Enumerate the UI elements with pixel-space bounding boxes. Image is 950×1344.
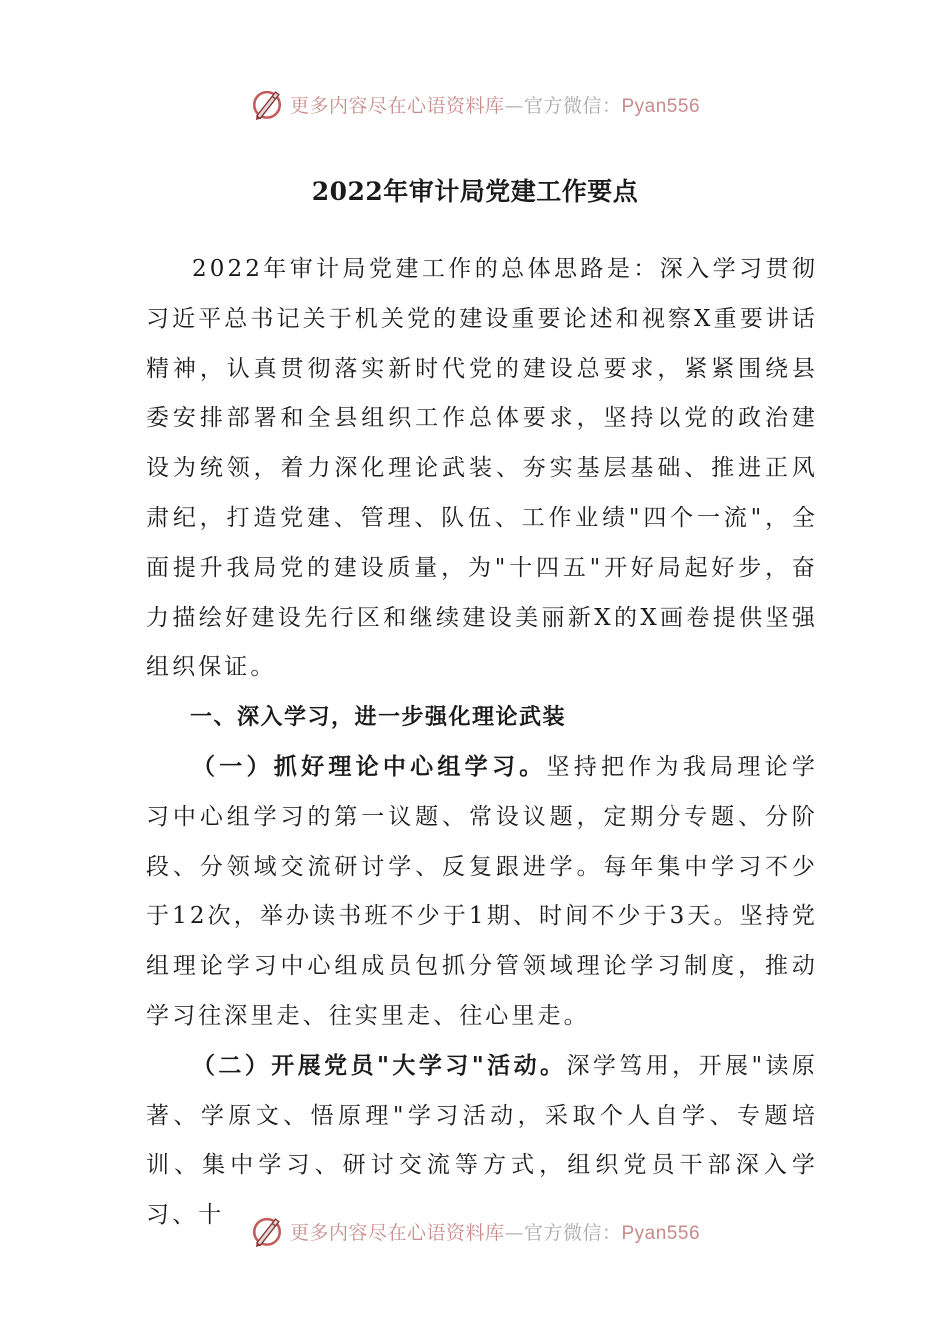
pen-circle-logo-icon (250, 87, 284, 121)
watermark-sub: 官方微信： (523, 94, 622, 117)
watermark-text (290, 91, 700, 118)
watermark-header (0, 84, 950, 124)
document-body (146, 245, 818, 1241)
intro-paragraph: 2022年审计局党建工作的总体思路是：深入学习贯彻习近平总书记关于机关党的建设重要论述和视察X重要讲话精神，认真贯彻落实新时代党的建设总要求，紧紧围绕县委安排部署和全县组织工作总体要求，坚持以党的政治建设为统领，着力深化理论武装、夯实基层基础、推进正风肃纪，打造党建、管理、队伍、工作业绩"四个一流"，全面提升我局党的建设质量，为"十四五"开好局起好步，奋力描绘好建设先行区和继续建设美丽新X的X画卷提供坚强组织保证。 (146, 256, 818, 681)
item-2-body: 深学笃用，开展"读原著、学原文、悟原理"学习活动，采取个人自学、专题培训、集中学习、研讨交流等方式，组织党员干部深入学习、十 (146, 1052, 818, 1229)
watermark-dash: — (504, 94, 524, 117)
watermark-main: 更多内容尽在心语资料库 (289, 1221, 505, 1244)
watermark-wechat-id: Pyan556 (621, 95, 701, 117)
watermark-wechat-id: Pyan556 (621, 1222, 701, 1244)
section-heading-1: 一、深入学习，进一步强化理论武装 (190, 705, 567, 731)
item-1-paragraph (146, 743, 818, 1042)
pen-circle-logo-icon (250, 1214, 284, 1248)
watermark-sub: 官方微信： (523, 1221, 622, 1244)
item-1-body: 坚持把作为我局理论学习中心组学习的第一议题、常设议题，定期分专题、分阶段、分领域交流研讨学、反复跟进学。每年集中学习不少于12次，举办读书班不少于1期、时间不少于3天。坚持党组理论学习中心组成员包抓分管领域理论学习制度，推动学习往深里走、往实里走、往心里走。 (146, 753, 818, 1029)
watermark-text (290, 1218, 700, 1245)
item-1-lead: （一）抓好理论中心组学习。 (192, 753, 547, 780)
watermark-footer (0, 1211, 950, 1251)
item-2-lead: （二）开展党员"大学习"活动。 (192, 1052, 567, 1079)
watermark-dash: — (504, 1221, 524, 1244)
document-title: 2022年审计局党建工作要点 (311, 177, 639, 206)
watermark-main: 更多内容尽在心语资料库 (289, 94, 505, 117)
